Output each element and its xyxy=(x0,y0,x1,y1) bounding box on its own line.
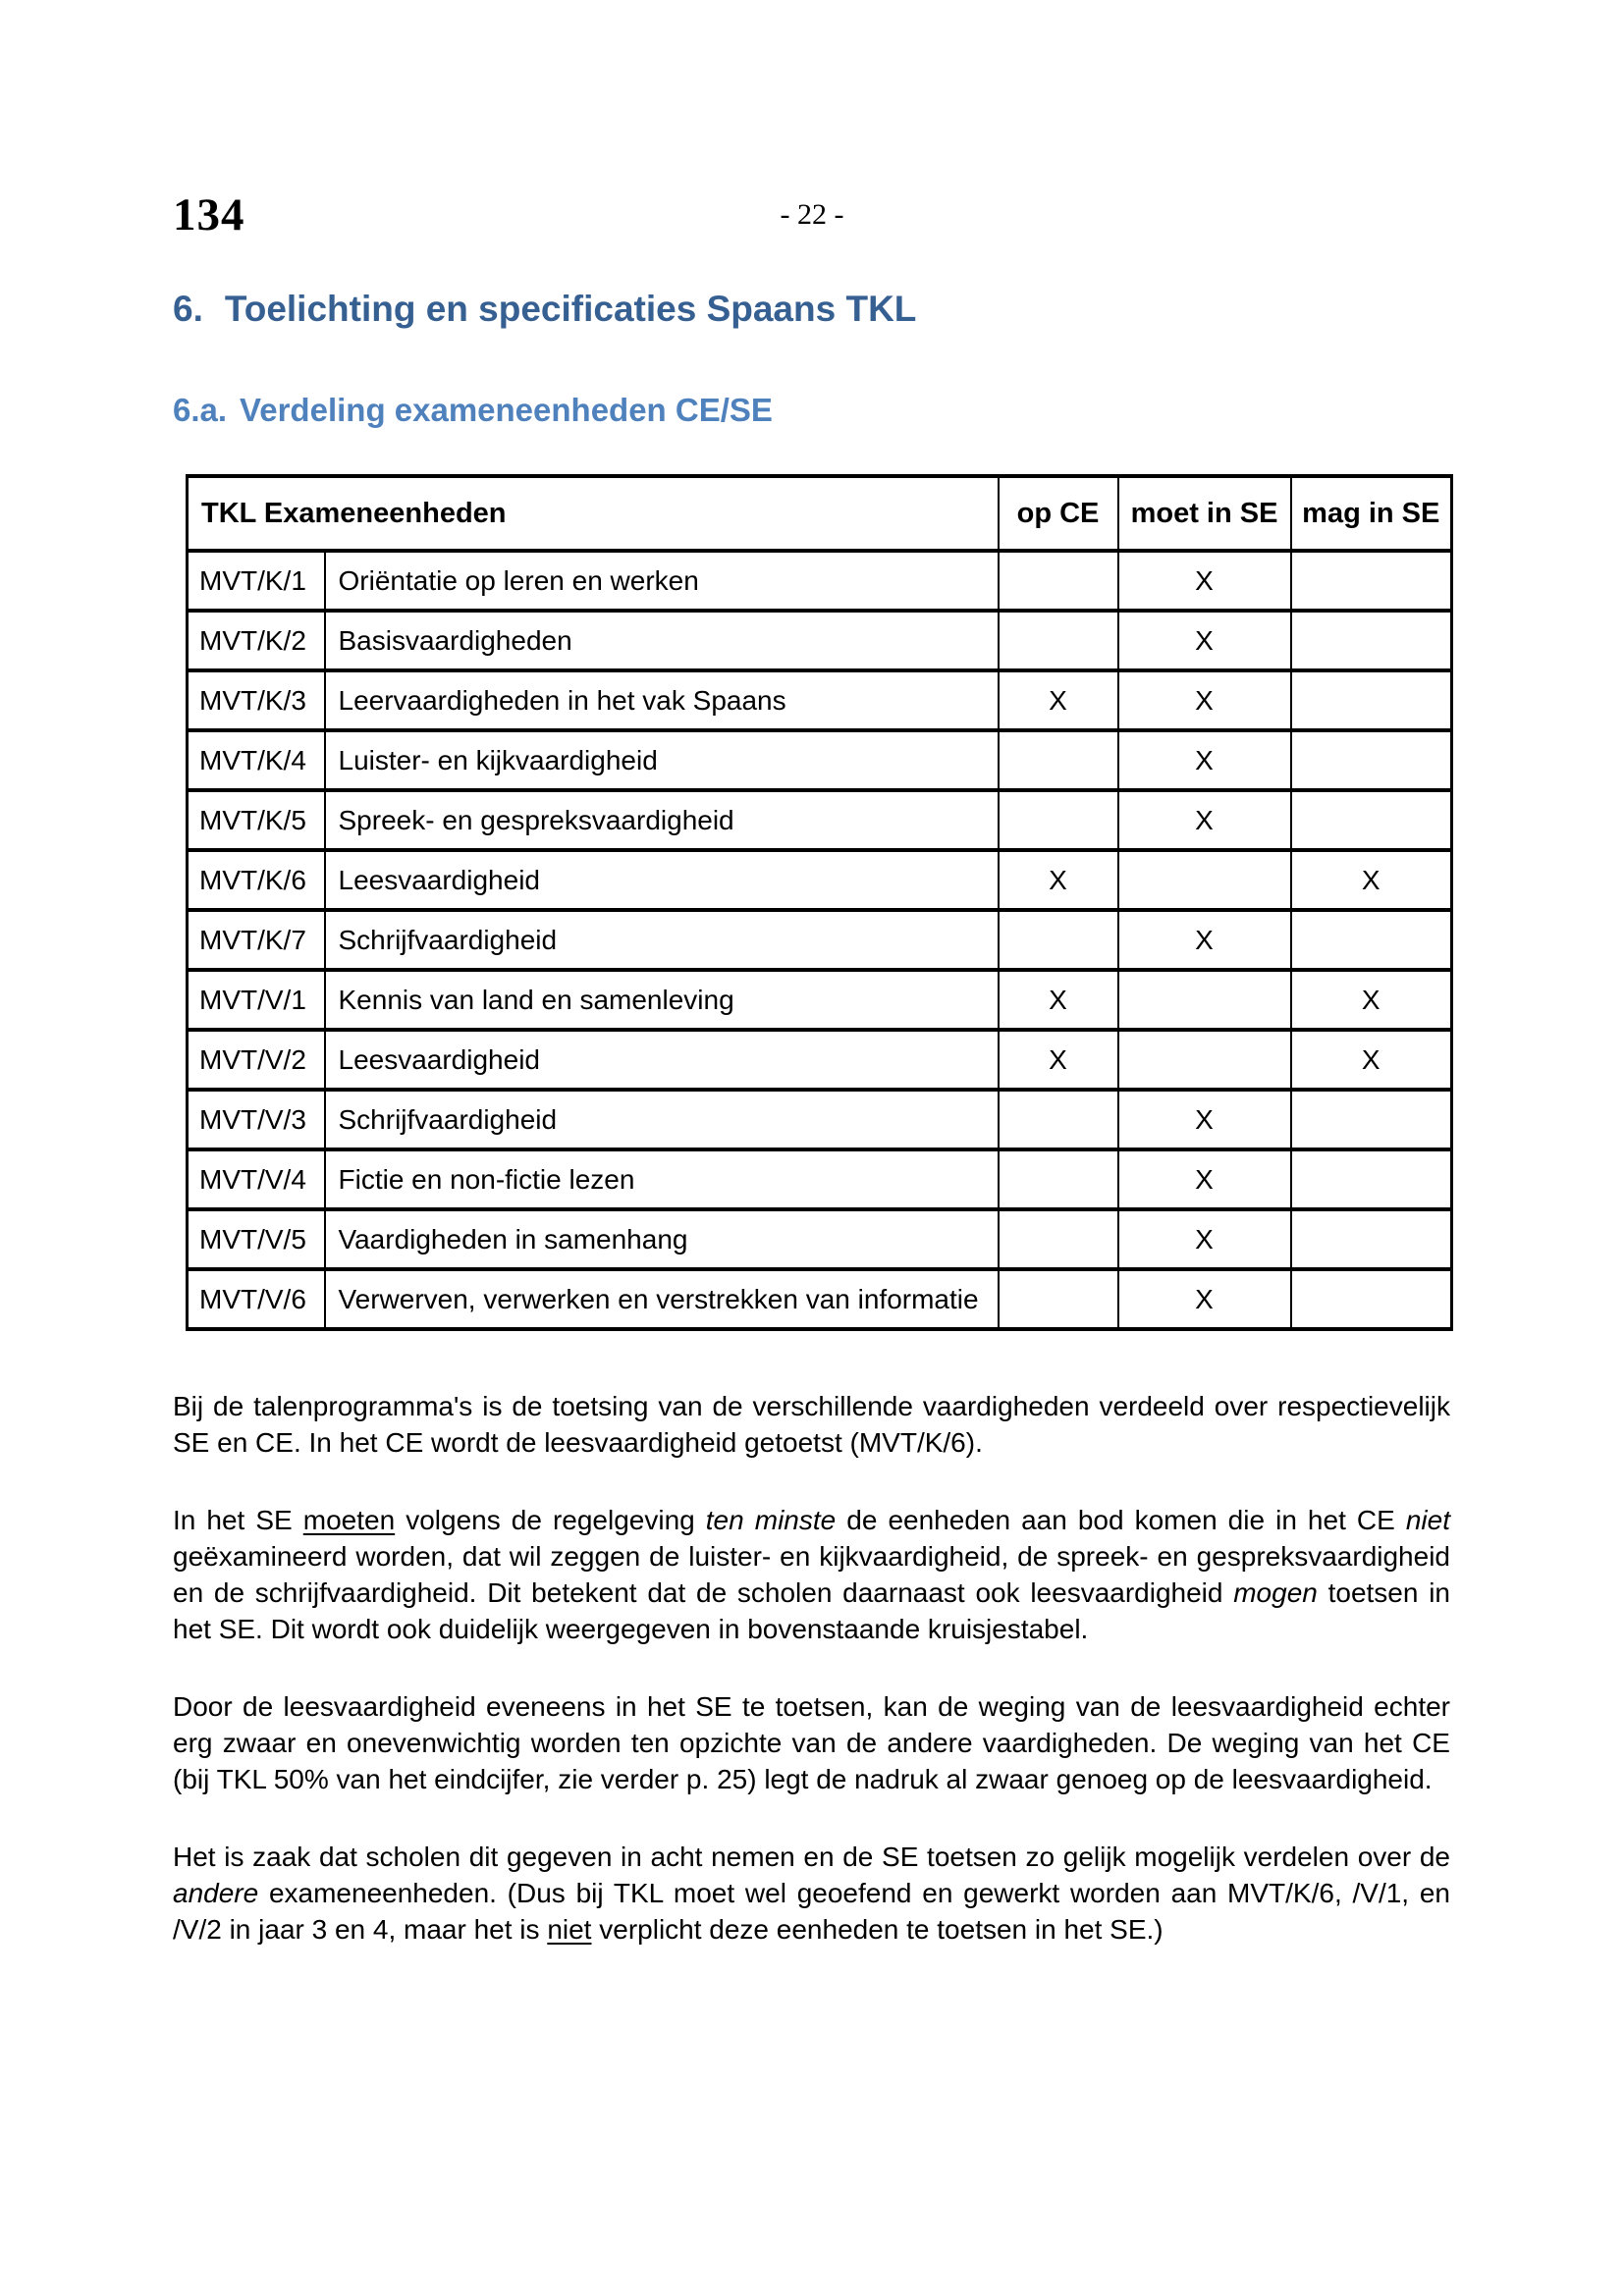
text-segment: moeten xyxy=(302,1505,396,1536)
row-code: MVT/V/4 xyxy=(188,1149,325,1209)
row-description: Leesvaardigheid xyxy=(325,1030,999,1090)
row-code: MVT/V/5 xyxy=(188,1209,325,1269)
text-segment: Bij de talenprogramma's is de toetsing van de verschillende vaardigheden verdeeld over respectievelijk SE en CE. In het CE wordt de leesvaardigheid getoetst (MVT/K/6). xyxy=(173,1391,1450,1459)
cell-op-ce xyxy=(999,1209,1118,1269)
row-description: Schrijfvaardigheid xyxy=(325,1090,999,1149)
cell-mag-in-se xyxy=(1291,611,1452,670)
text-segment: In het SE xyxy=(173,1505,303,1536)
cell-op-ce xyxy=(999,910,1118,970)
row-code: MVT/V/6 xyxy=(188,1269,325,1329)
cell-op-ce: X xyxy=(999,670,1118,730)
table-row xyxy=(188,551,1452,611)
text-segment: toetsen in het SE. Dit wordt ook duidelijk weergegeven in bovenstaande kruisjestabel. xyxy=(173,1577,1450,1645)
row-code: MVT/K/2 xyxy=(188,611,325,670)
cell-mag-in-se xyxy=(1291,551,1452,611)
cell-mag-in-se: X xyxy=(1291,850,1452,910)
cell-op-ce xyxy=(999,611,1118,670)
table-row xyxy=(188,790,1452,850)
cell-moet-in-se xyxy=(1118,970,1291,1030)
subsection-heading xyxy=(173,392,1450,429)
exam-table-header xyxy=(188,476,1452,551)
text-segment: ten minste xyxy=(705,1505,837,1536)
header-row xyxy=(188,476,1452,551)
cell-op-ce xyxy=(999,730,1118,790)
document-number: 134 xyxy=(173,189,245,240)
table-row xyxy=(188,1209,1452,1269)
paragraph-4 xyxy=(173,1839,1450,1948)
body-paragraphs xyxy=(173,1388,1450,1948)
table-row xyxy=(188,1149,1452,1209)
section-heading-number: 6. xyxy=(173,289,203,329)
row-code: MVT/V/1 xyxy=(188,970,325,1030)
row-description: Verwerven, verwerken en verstrekken van informatie xyxy=(325,1269,999,1329)
subsection-heading-text: Verdeling exameneenheden CE/SE xyxy=(240,391,773,428)
header-exam-units: TKL Exameneenheden xyxy=(188,476,999,551)
cell-moet-in-se xyxy=(1118,1030,1291,1090)
cell-op-ce xyxy=(999,551,1118,611)
row-description: Schrijfvaardigheid xyxy=(325,910,999,970)
row-description: Leesvaardigheid xyxy=(325,850,999,910)
section-heading-text: Toelichting en specificaties Spaans TKL xyxy=(224,289,917,329)
row-code: MVT/V/2 xyxy=(188,1030,325,1090)
paragraph-2 xyxy=(173,1502,1450,1647)
text-segment: volgens de regelgeving xyxy=(395,1505,706,1536)
cell-op-ce xyxy=(999,790,1118,850)
cell-moet-in-se: X xyxy=(1118,910,1291,970)
table-row xyxy=(188,730,1452,790)
text-segment: exameneenheden. (Dus bij TKL moet wel geoefend en gewerkt worden aan MVT/K/6, /V/1, en /V/2 in jaar 3 en 4, maar het is xyxy=(173,1878,1450,1946)
cell-moet-in-se: X xyxy=(1118,1209,1291,1269)
row-description: Basisvaardigheden xyxy=(325,611,999,670)
cell-mag-in-se xyxy=(1291,1090,1452,1149)
cell-mag-in-se: X xyxy=(1291,1030,1452,1090)
row-code: MVT/K/1 xyxy=(188,551,325,611)
table-row xyxy=(188,970,1452,1030)
text-segment: andere xyxy=(173,1878,259,1909)
paragraph-1 xyxy=(173,1388,1450,1461)
header-mag-in-se: mag in SE xyxy=(1291,476,1452,551)
table-row xyxy=(188,670,1452,730)
row-code: MVT/K/3 xyxy=(188,670,325,730)
cell-moet-in-se: X xyxy=(1118,1090,1291,1149)
text-segment: verplicht deze eenheden te toetsen in het SE.) xyxy=(591,1914,1164,1946)
paragraph-3 xyxy=(173,1688,1450,1797)
table-row xyxy=(188,611,1452,670)
row-description: Luister- en kijkvaardigheid xyxy=(325,730,999,790)
cell-op-ce xyxy=(999,1090,1118,1149)
cell-op-ce: X xyxy=(999,850,1118,910)
cell-moet-in-se: X xyxy=(1118,1269,1291,1329)
exam-table-body xyxy=(188,551,1452,1329)
row-description: Kennis van land en samenleving xyxy=(325,970,999,1030)
cell-moet-in-se: X xyxy=(1118,790,1291,850)
subsection-heading-number: 6.a. xyxy=(173,391,228,428)
cell-moet-in-se: X xyxy=(1118,730,1291,790)
row-code: MVT/K/4 xyxy=(188,730,325,790)
row-code: MVT/K/7 xyxy=(188,910,325,970)
text-segment: niet xyxy=(1405,1505,1450,1536)
cell-moet-in-se: X xyxy=(1118,551,1291,611)
text-segment: mogen xyxy=(1233,1577,1318,1609)
page-number: - 22 - xyxy=(780,198,844,231)
row-description: Fictie en non-fictie lezen xyxy=(325,1149,999,1209)
cell-mag-in-se xyxy=(1291,790,1452,850)
cell-moet-in-se: X xyxy=(1118,1149,1291,1209)
table-row xyxy=(188,850,1452,910)
cell-op-ce: X xyxy=(999,970,1118,1030)
cell-moet-in-se: X xyxy=(1118,670,1291,730)
header-op-ce: op CE xyxy=(999,476,1118,551)
cell-mag-in-se xyxy=(1291,670,1452,730)
row-description: Leervaardigheden in het vak Spaans xyxy=(325,670,999,730)
row-description: Vaardigheden in samenhang xyxy=(325,1209,999,1269)
cell-mag-in-se xyxy=(1291,910,1452,970)
text-segment: geëxamineerd worden, dat wil zeggen de luister- en kijkvaardigheid, de spreek- en gespreksvaardigheid en de schrijfvaardigheid. Dit betekent dat de scholen daarnaast ook leesvaardigheid xyxy=(173,1541,1450,1609)
cell-op-ce xyxy=(999,1149,1118,1209)
cell-mag-in-se xyxy=(1291,1269,1452,1329)
row-description: Oriëntatie op leren en werken xyxy=(325,551,999,611)
table-row xyxy=(188,910,1452,970)
exam-units-table xyxy=(186,474,1453,1331)
table-row xyxy=(188,1030,1452,1090)
row-code: MVT/V/3 xyxy=(188,1090,325,1149)
cell-op-ce xyxy=(999,1269,1118,1329)
cell-mag-in-se xyxy=(1291,1149,1452,1209)
cell-op-ce: X xyxy=(999,1030,1118,1090)
cell-mag-in-se xyxy=(1291,1209,1452,1269)
table-row xyxy=(188,1269,1452,1329)
row-code: MVT/K/5 xyxy=(188,790,325,850)
row-code: MVT/K/6 xyxy=(188,850,325,910)
text-segment: niet xyxy=(547,1914,592,1946)
table-row xyxy=(188,1090,1452,1149)
text-segment: Door de leesvaardigheid eveneens in het SE te toetsen, kan de weging van de leesvaardigheid echter erg zwaar en onevenwichtig worden ten opzichte van de andere vaardigheden. De weging van het CE (bij TKL 50% van het eindcijfer, zie verder p. 25) legt de nadruk al zwaar genoeg op de leesvaardigheid. xyxy=(173,1691,1450,1795)
header-moet-in-se: moet in SE xyxy=(1118,476,1291,551)
page-content xyxy=(173,289,1450,1948)
cell-mag-in-se: X xyxy=(1291,970,1452,1030)
text-segment: Het is zaak dat scholen dit gegeven in acht nemen en de SE toetsen zo gelijk mogelijk verdelen over de xyxy=(173,1842,1450,1873)
text-segment: de eenheden aan bod komen die in het CE xyxy=(836,1505,1406,1536)
section-heading xyxy=(173,289,1450,331)
cell-mag-in-se xyxy=(1291,730,1452,790)
cell-moet-in-se: X xyxy=(1118,611,1291,670)
row-description: Spreek- en gespreksvaardigheid xyxy=(325,790,999,850)
cell-moet-in-se xyxy=(1118,850,1291,910)
